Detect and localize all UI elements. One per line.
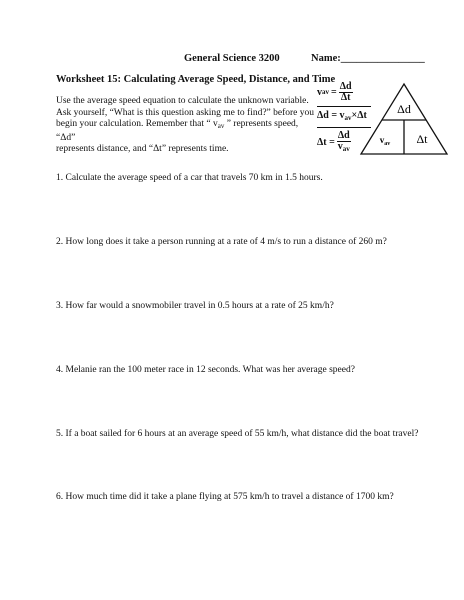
time-den-v: v [337, 141, 343, 152]
triangle-top-label: Δd [397, 102, 411, 116]
formula-times: × [351, 110, 358, 121]
fraction-numerator: Δd [339, 80, 352, 92]
worksheet-title: Worksheet 15: Calculating Average Speed, Distance, and Time [56, 74, 336, 85]
course-title: General Science 3200 [184, 53, 280, 64]
time-den-sub: av [342, 145, 350, 153]
question-6: 6. How much time did it take a plane flying at 575 km/h to travel a distance of 1700 km? [56, 492, 394, 502]
intro-line-3a: begin your calculation. Remember that “ v [56, 119, 218, 130]
triangle-v-sub: av [384, 141, 391, 147]
fraction-denominator: Δt [340, 91, 351, 103]
intro-sub: av [217, 122, 225, 131]
question-1: 1. Calculate the average speed of a car that travels 70 km in 1.5 hours. [56, 173, 323, 183]
instructions-paragraph [56, 96, 318, 156]
speed-fraction [339, 82, 353, 103]
triangle-bottom-right: Δt [416, 132, 428, 146]
formula-d-t: Δt [357, 110, 367, 121]
formula-t-eq: Δt = [317, 137, 335, 148]
intro-line-1: Use the average speed equation to calculate the unknown variable. [56, 96, 309, 106]
formula-d-v: v [339, 110, 345, 121]
formula-v: v [317, 86, 322, 98]
triangle-v: v [379, 135, 385, 145]
intro-line-4: represents distance, and “Δt” represents time. [56, 144, 229, 155]
question-5: 5. If a boat sailed for 6 hours at an average speed of 55 km/h, what distance did the boat travel? [56, 429, 419, 439]
formula-d-eq: Δd = [317, 110, 338, 121]
time-numerator: Δd [337, 130, 350, 141]
triangle-bottom-left [380, 135, 391, 147]
intro-line-2: Ask yourself, “What is this question asking me to find?” before you [56, 107, 315, 118]
formula-triangle [359, 82, 449, 156]
time-fraction [337, 131, 351, 154]
name-blank: ________________ [340, 53, 425, 64]
formula-d-v-sub: av [344, 114, 352, 122]
formula-v-sub: av [322, 88, 329, 96]
formula-eq: = [331, 86, 337, 98]
intro-line-3 [56, 119, 318, 144]
question-4: 4. Melanie ran the 100 meter race in 12 seconds. What was her average speed? [56, 365, 355, 375]
name-field[interactable] [311, 53, 425, 64]
question-2: 2. How long does it take a person running at a rate of 4 m/s to run a distance of 260 m? [56, 237, 387, 247]
intro-line-3b: ” represents speed, “Δd” [56, 119, 299, 143]
question-3: 3. How far would a snowmobiler travel in 0.5 hours at a rate of 25 km/h? [56, 301, 334, 311]
time-denominator [337, 142, 351, 154]
name-label: Name: [311, 53, 341, 64]
